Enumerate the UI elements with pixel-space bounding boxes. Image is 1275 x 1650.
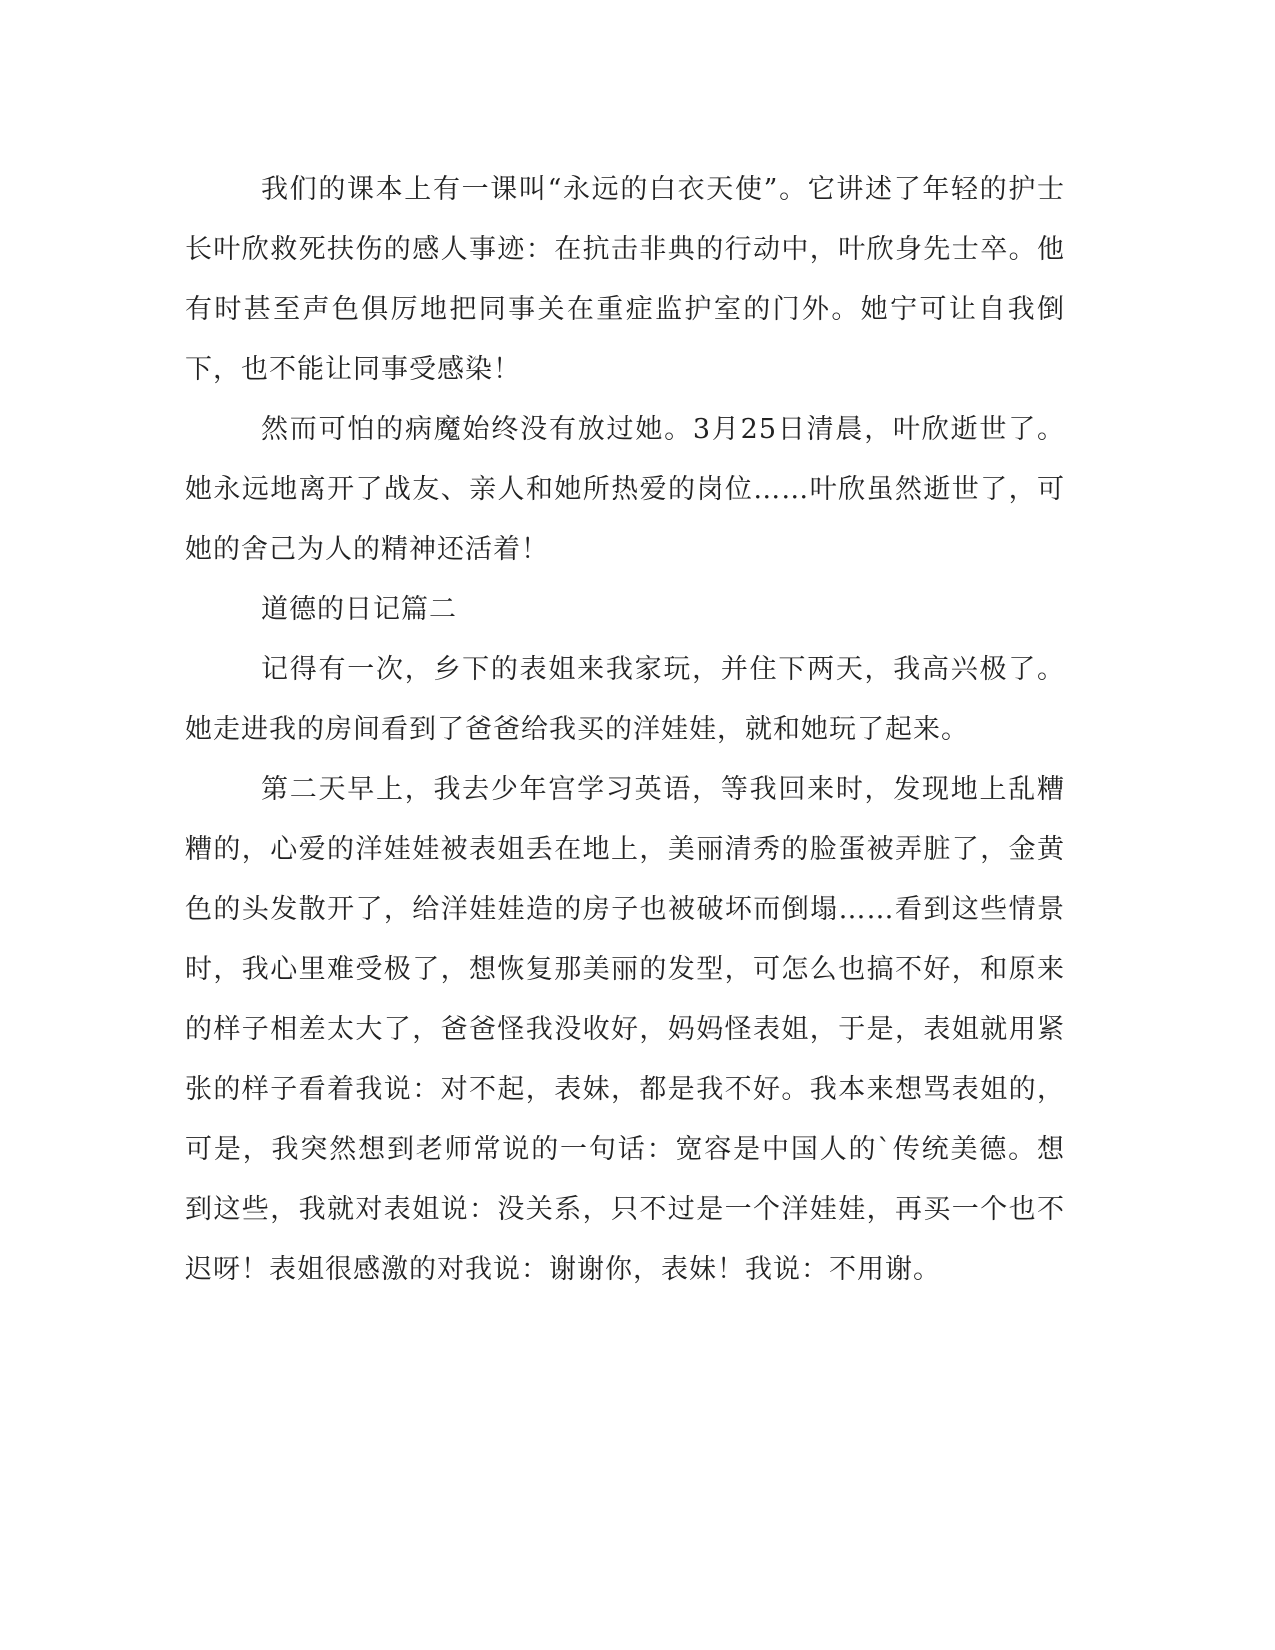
paragraph-cousin-visit: 记得有一次，乡下的表姐来我家玩，并住下两天，我高兴极了。她走进我的房间看到了爸爸给我买的洋娃娃，就和她玩了起来。 <box>185 654 1065 745</box>
section-heading: 道德的日记篇二 <box>261 594 457 625</box>
document-body <box>185 160 1065 1300</box>
paragraph-white-angel: 我们的课本上有一课叫“永远的白衣天使”。它讲述了年轻的护士长叶欣救死扶伤的感人事迹：在抗击非典的行动中，叶欣身先士卒。他有时甚至声色俱厉地把同事关在重症监护室的门外。她宁可让自我倒下，也不能让同事受感染！ <box>185 174 1065 385</box>
paragraph-ye-xin-passing: 然而可怕的病魔始终没有放过她。3月25日清晨，叶欣逝世了。她永远地离开了战友、亲人和她所热爱的岗位……叶欣虽然逝世了，可她的舍己为人的精神还活着！ <box>185 414 1065 565</box>
paragraph-doll-story: 第二天早上，我去少年宫学习英语，等我回来时，发现地上乱糟糟的，心爱的洋娃娃被表姐丢在地上，美丽清秀的脸蛋被弄脏了，金黄色的头发散开了，给洋娃娃造的房子也被破坏而倒塌……看到这些情景时，我心里难受极了，想恢复那美丽的发型，可怎么也搞不好，和原来的样子相差太大了，爸爸怪我没收好，妈妈怪表姐，于是，表姐就用紧张的样子看着我说：对不起，表妹，都是我不好。我本来想骂表姐的，可是，我突然想到老师常说的一句话：宽容是中国人的`传统美德。想到这些，我就对表姐说：没关系，只不过是一个洋娃娃，再买一个也不迟呀！表姐很感激的对我说：谢谢你，表妹！我说：不用谢。 <box>185 774 1065 1285</box>
